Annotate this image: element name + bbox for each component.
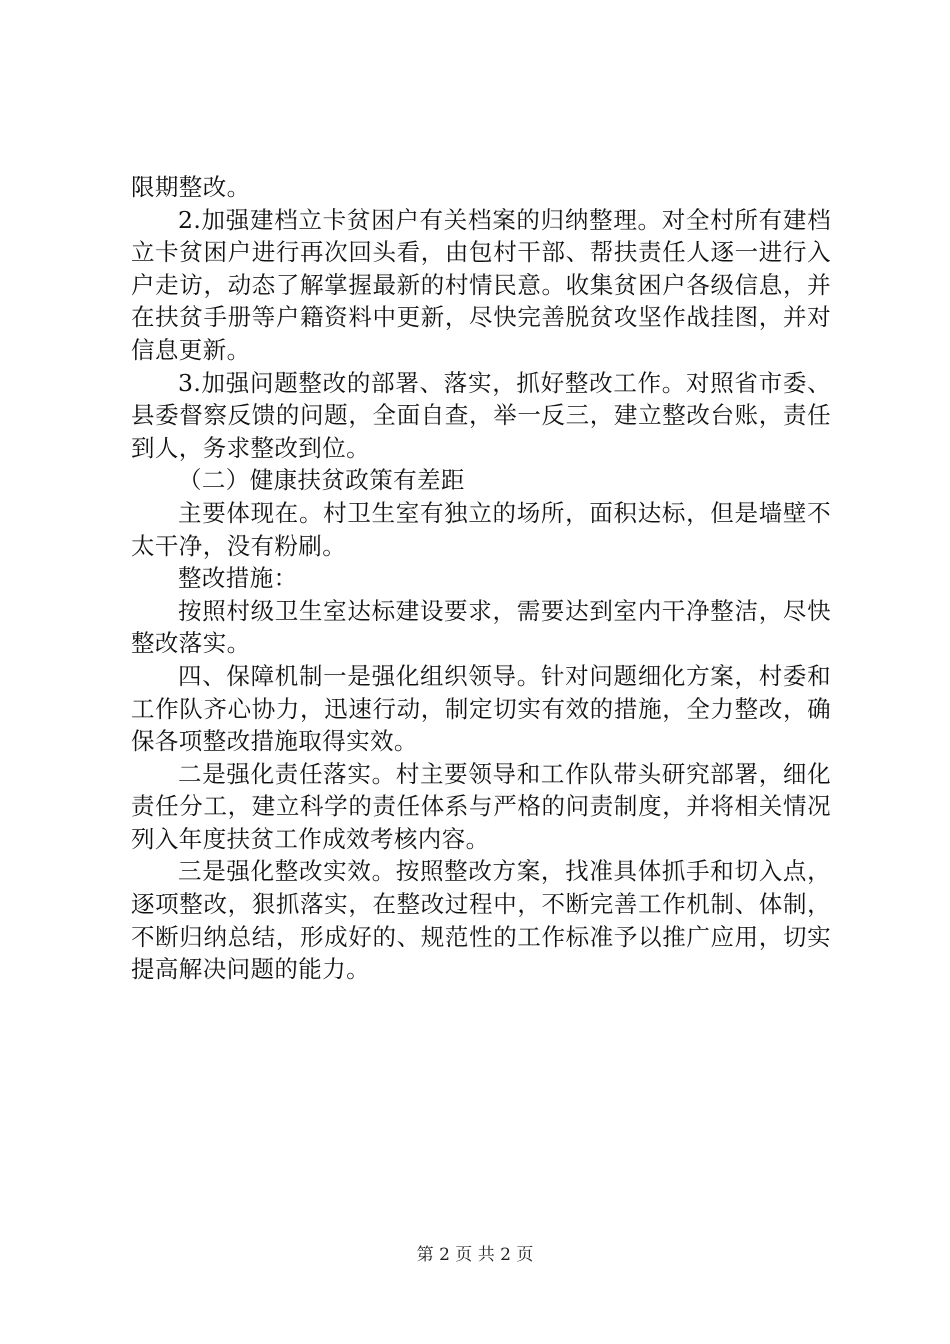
paragraph: 三是强化整改实效。按照整改方案，找准具体抓手和切入点，逐项整改，狠抓落实，在整改过程中，不断完善工作机制、体制，不断归纳总结，形成好的、规范性的工作标准予以推广应用，切实提高解决问题的能力。: [131, 857, 831, 984]
page-number-footer: 第 2 页 共 2 页: [416, 1245, 534, 1265]
paragraph: 主要体现在。村卫生室有独立的场所，面积达标，但是墙壁不太干净，没有粉刷。: [131, 498, 831, 560]
paragraph: 整改措施：: [178, 564, 298, 593]
paragraph: 二是强化责任落实。村主要领导和工作队带头研究部署，细化责任分工，建立科学的责任体系与严格的问责制度，并将相关情况列入年度扶贫工作成效考核内容。: [131, 759, 831, 853]
paragraph: 按照村级卫生室达标建设要求，需要达到室内干净整洁，尽快整改落实。: [131, 596, 831, 658]
paragraph: 3.加强问题整改的部署、落实，抓好整改工作。对照省市委、县委督察反馈的问题，全面自查，举一反三，建立整改台账，责任到人，务求整改到位。: [131, 368, 831, 462]
paragraph: 2.加强建档立卡贫困户有关档案的归纳整理。对全村所有建档立卡贫困户进行再次回头看，由包村干部、帮扶责任人逐一进行入户走访，动态了解掌握最新的村情民意。收集贫困户各级信息，并在扶贫手册等户籍资料中更新，尽快完善脱贫攻坚作战挂图，并对信息更新。: [131, 205, 831, 364]
paragraph: 四、保障机制一是强化组织领导。针对问题细化方案，村委和工作队齐心协力，迅速行动，制定切实有效的措施，全力整改，确保各项整改措施取得实效。: [131, 661, 831, 756]
document-body: [131, 171, 831, 986]
paragraph: 限期整改。: [131, 173, 251, 201]
section-heading: （二）健康扶贫政策有差距: [178, 466, 465, 495]
